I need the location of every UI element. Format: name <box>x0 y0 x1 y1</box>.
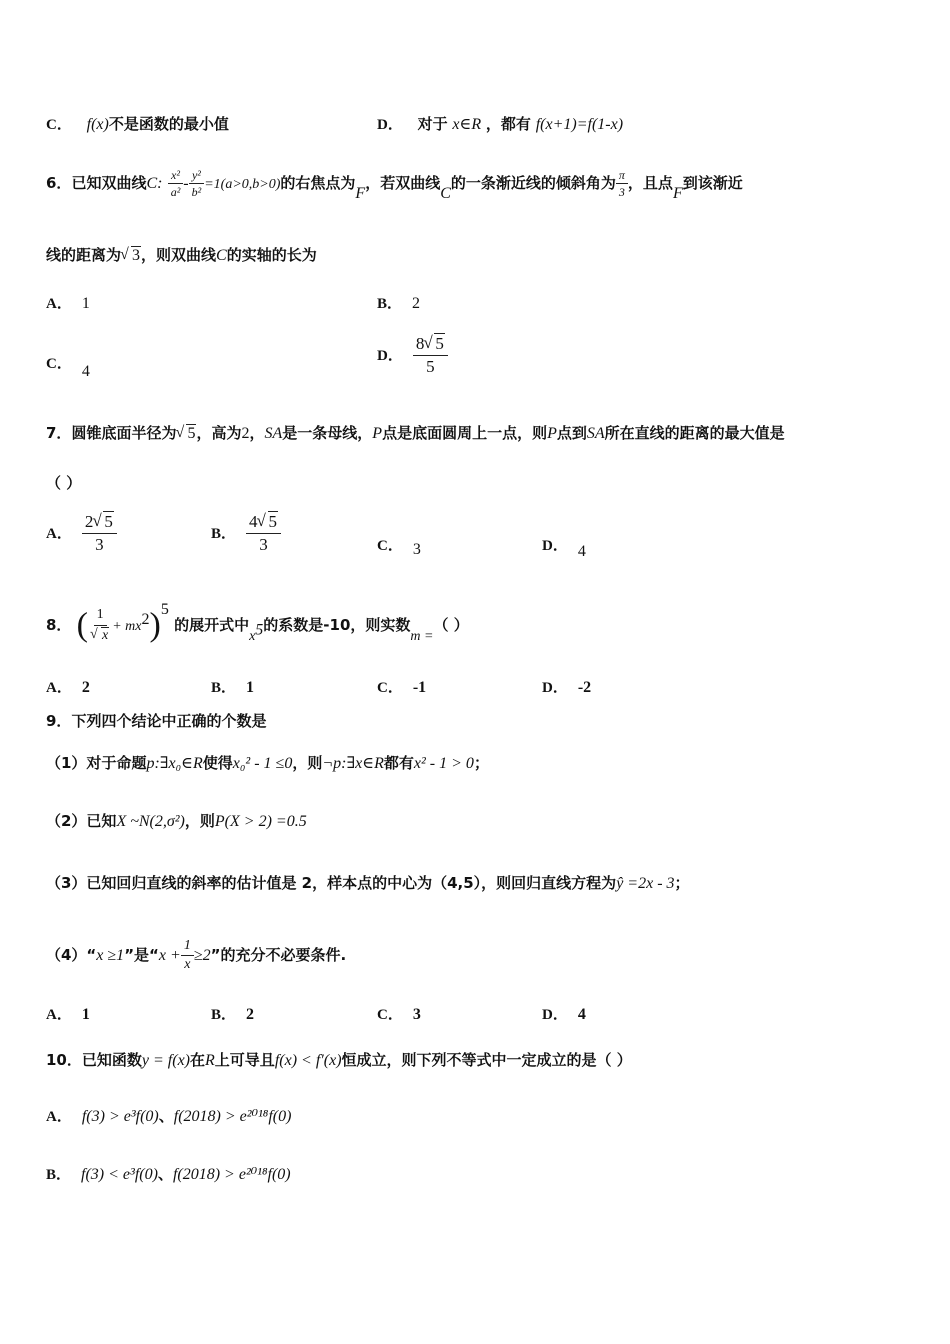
q6-option-d[interactable] <box>377 334 448 377</box>
statement-text: ，则 <box>184 812 215 830</box>
math-expression: ¬p:∃x∈R <box>322 755 384 772</box>
fraction-numerator: y² <box>189 168 204 184</box>
option-value: 2 <box>412 295 421 312</box>
math-operator: - <box>183 175 189 192</box>
question-text: 圆锥底面半径为 <box>71 424 177 442</box>
question-text: ，且点 <box>627 174 673 192</box>
radicand: 5 <box>104 512 113 531</box>
statement-text: ； <box>473 754 489 772</box>
exponent: 5 <box>160 601 169 618</box>
math-expression: C <box>216 247 227 264</box>
fraction-numerator: x² <box>168 168 183 184</box>
option-label: B． <box>377 296 403 312</box>
q6-option-b[interactable] <box>377 292 420 315</box>
fraction-numerator: 1 <box>181 938 194 956</box>
fraction-numerator <box>413 334 448 356</box>
question-7-line-1 <box>46 422 785 445</box>
question-text: 的系数是-10，则实数 <box>263 616 411 634</box>
separator: 、 <box>158 1107 174 1125</box>
question-text: 已知双曲线 <box>71 174 147 192</box>
question-number: 6． <box>46 174 72 192</box>
fraction <box>88 606 112 645</box>
fraction-numerator <box>246 512 281 534</box>
statement-text: 都有 <box>383 754 414 772</box>
option-value: 1 <box>81 1006 90 1023</box>
statement-text: （3）已知回归直线的斜率的估计值是 2，样本点的中心为（4,5），则回归直线方程为 <box>46 874 617 892</box>
option-text: 对于 <box>417 115 448 133</box>
math-expression: C: <box>146 175 163 192</box>
q9-statement-3 <box>46 872 690 895</box>
fraction <box>246 512 281 555</box>
math-expression: x ≥1 <box>96 947 125 964</box>
q8-option-a[interactable] <box>46 676 90 699</box>
option-label: D． <box>377 348 403 364</box>
q8-option-b[interactable] <box>211 676 254 699</box>
math-expression: P <box>547 425 557 442</box>
math-expression: SA <box>264 425 283 442</box>
math-expression: x² - 1 > 0 <box>413 755 474 772</box>
q5-option-d[interactable] <box>377 113 623 136</box>
option-label: B． <box>211 680 237 696</box>
math-expression: f(2018) > e²⁰¹⁸f(0) <box>172 1166 291 1183</box>
question-text: 已知函数 <box>81 1051 142 1069</box>
q9-option-b[interactable] <box>211 1003 254 1026</box>
question-text: 的实轴的长为 <box>226 246 317 264</box>
separator: 、 <box>157 1165 173 1183</box>
question-8-line <box>46 600 469 647</box>
fraction-denominator: 3 <box>259 535 268 554</box>
fraction-denominator: 3 <box>95 535 104 554</box>
fraction-denominator: 3 <box>618 185 625 199</box>
option-label: A． <box>46 1109 72 1125</box>
question-text: 点到 <box>556 424 587 442</box>
question-text: 下列四个结论中正确的个数是 <box>71 712 267 730</box>
option-value: -2 <box>577 679 592 696</box>
q6-option-a[interactable] <box>46 292 90 315</box>
answer-paren: （ ） <box>433 616 469 634</box>
statement-text: 使得 <box>202 754 233 772</box>
fraction <box>413 334 448 377</box>
fraction-denominator: b² <box>191 185 202 199</box>
math-expression: x∈R <box>452 116 482 133</box>
question-number: 10． <box>46 1051 82 1069</box>
statement-text: ； <box>674 874 690 892</box>
math-expression: f(x) < f′(x) <box>274 1052 342 1069</box>
option-label: B． <box>211 1007 237 1023</box>
sqrt-expression <box>121 245 141 267</box>
math-expression: R <box>205 1052 215 1069</box>
question-number: 9． <box>46 712 72 730</box>
q9-option-a[interactable] <box>46 1003 90 1026</box>
question-text: 的一条渐近线的倾斜角为 <box>450 174 616 192</box>
right-paren: ) <box>149 606 161 644</box>
radicand: 5 <box>435 334 444 353</box>
math-expression: m = <box>410 629 434 644</box>
sqrt-expression <box>424 334 445 354</box>
option-value: 3 <box>412 541 421 558</box>
question-6-line-1 <box>46 168 743 202</box>
q10-option-b[interactable] <box>46 1163 291 1186</box>
math-expression: X ~N(2,σ²) <box>116 813 185 830</box>
fraction-numerator: π <box>616 168 628 184</box>
option-label: A． <box>46 526 72 542</box>
q6-option-c[interactable] <box>46 352 90 380</box>
option-value: 4 <box>577 543 586 560</box>
sqrt-expression <box>93 512 114 532</box>
option-value: 4 <box>81 363 90 380</box>
question-text: 线的距离为 <box>46 246 122 264</box>
fraction <box>168 168 184 199</box>
option-value: 2 <box>246 1006 255 1023</box>
q9-statement-1 <box>46 752 489 775</box>
option-label: C． <box>377 1007 403 1023</box>
question-text: ，高为 <box>196 424 242 442</box>
option-label: B． <box>46 1167 72 1183</box>
question-text: 所在直线的距离的最大值是 <box>604 424 785 442</box>
option-label: D． <box>542 1007 568 1023</box>
q7-option-d[interactable] <box>542 534 586 560</box>
option-label: C． <box>46 356 72 372</box>
math-expression: C <box>440 185 451 202</box>
question-10-line <box>46 1049 632 1072</box>
fraction-numerator <box>82 512 117 534</box>
option-label: C． <box>377 680 403 696</box>
question-text: 点是底面圆周上一点，则 <box>382 424 548 442</box>
question-7-line-2 <box>46 472 81 494</box>
option-value: 1 <box>246 679 255 696</box>
sqrt-expression <box>258 512 279 532</box>
q10-option-a[interactable] <box>46 1105 291 1128</box>
math-expression: + mx <box>112 619 142 634</box>
math-expression: ŷ =2x - 3 <box>616 875 675 892</box>
fraction-denominator <box>88 626 112 645</box>
statement-text: ”是“ <box>124 946 159 964</box>
q9-option-c[interactable] <box>377 1003 421 1026</box>
sqrt-expression <box>176 423 196 445</box>
fraction <box>189 168 205 199</box>
math-expression <box>249 621 264 644</box>
math-expression: f(3) > e³f(0) <box>81 1108 159 1125</box>
q5-option-c[interactable] <box>46 113 229 136</box>
question-text: ，则双曲线 <box>141 246 217 264</box>
coefficient: 8 <box>415 334 425 353</box>
fraction-denominator: a² <box>170 185 181 199</box>
fraction <box>82 512 117 555</box>
statement-text: ，则 <box>292 754 323 772</box>
question-number: 8． <box>46 616 72 634</box>
question-text: 的右焦点为 <box>280 174 356 192</box>
option-text: 不是函数的最小值 <box>108 115 229 133</box>
exponent: 2 <box>141 611 150 628</box>
math-expression: SA <box>586 425 605 442</box>
option-value: 1 <box>81 295 90 312</box>
option-label: C． <box>377 538 403 554</box>
math-expression: f(2018) > e²⁰¹⁸f(0) <box>173 1108 292 1125</box>
statement-label: （1）对于命题 <box>46 754 147 772</box>
fraction-numerator: 1 <box>94 606 107 626</box>
option-text: ，都有 <box>485 115 531 133</box>
q9-statement-4 <box>46 935 346 976</box>
math-expression: f(x+1)=f(1-x) <box>535 116 624 133</box>
question-9-title <box>46 710 266 732</box>
statement-label: （4）“ <box>46 946 97 964</box>
question-text: 恒成立，则下列不等式中一定成立的是（ ） <box>341 1051 632 1069</box>
question-text: 上可导且 <box>214 1051 275 1069</box>
option-value: 4 <box>577 1006 586 1023</box>
statement-text: ”的充分不必要条件. <box>210 946 347 964</box>
q9-statement-2 <box>46 810 307 833</box>
radicand: 3 <box>132 247 141 264</box>
option-value: 3 <box>412 1006 421 1023</box>
q9-option-d[interactable] <box>542 1003 586 1026</box>
option-label: D． <box>377 117 403 133</box>
question-text: 到该渐近 <box>682 174 743 192</box>
answer-paren: （ ） <box>46 474 82 492</box>
math-expression: 2 <box>241 425 250 442</box>
question-text: 的展开式中 <box>174 616 250 634</box>
math-expression: P(X > 2) =0.5 <box>214 813 307 830</box>
radicand: 5 <box>187 425 196 442</box>
option-label: C． <box>46 117 72 133</box>
math-expression: x + <box>158 947 181 964</box>
option-value: 2 <box>81 679 90 696</box>
fraction-denominator: x <box>184 957 191 972</box>
question-number: 7． <box>46 424 72 442</box>
coefficient: 4 <box>249 512 258 531</box>
math-expression: F <box>355 185 366 202</box>
q7-option-a[interactable] <box>46 512 117 555</box>
math-expression: P <box>372 425 383 442</box>
question-text: 在 <box>190 1051 206 1069</box>
math-expression: x₀² - 1 ≤0 <box>232 755 293 772</box>
exponent: 5 <box>255 621 264 639</box>
math-expression: y = f(x) <box>141 1052 190 1069</box>
math-expression: F <box>672 185 683 202</box>
option-label: D． <box>542 538 568 554</box>
option-label: D． <box>542 680 568 696</box>
q7-option-b[interactable] <box>211 512 281 555</box>
math-expression: f(x) <box>86 116 109 133</box>
math-expression: f(3) < e³f(0) <box>81 1166 158 1183</box>
question-text: ，若双曲线 <box>365 174 441 192</box>
option-label: A． <box>46 680 72 696</box>
radicand: 5 <box>268 512 278 531</box>
q8-option-d[interactable] <box>542 676 591 699</box>
variable: x <box>249 629 256 644</box>
math-expression: p:∃x₀∈R <box>146 755 203 772</box>
sqrt-expression <box>91 627 109 645</box>
option-label: A． <box>46 296 72 312</box>
coefficient: 2 <box>84 512 94 531</box>
question-text: ， <box>249 424 265 442</box>
fraction <box>616 168 628 199</box>
radicand: x <box>102 628 109 643</box>
option-label: B． <box>211 526 237 542</box>
fraction-denominator: 5 <box>426 357 435 376</box>
q7-option-c[interactable] <box>377 534 421 557</box>
math-expression: =1(a>0,b>0) <box>204 177 281 192</box>
math-expression: ≥2 <box>193 947 211 964</box>
option-value: -1 <box>412 679 427 696</box>
option-label: A． <box>46 1007 72 1023</box>
fraction <box>181 938 194 973</box>
question-text: 是一条母线， <box>282 424 373 442</box>
left-paren: ( <box>76 606 88 644</box>
statement-label: （2）已知 <box>46 812 117 830</box>
q8-option-c[interactable] <box>377 676 426 699</box>
question-6-line-2 <box>46 244 317 267</box>
